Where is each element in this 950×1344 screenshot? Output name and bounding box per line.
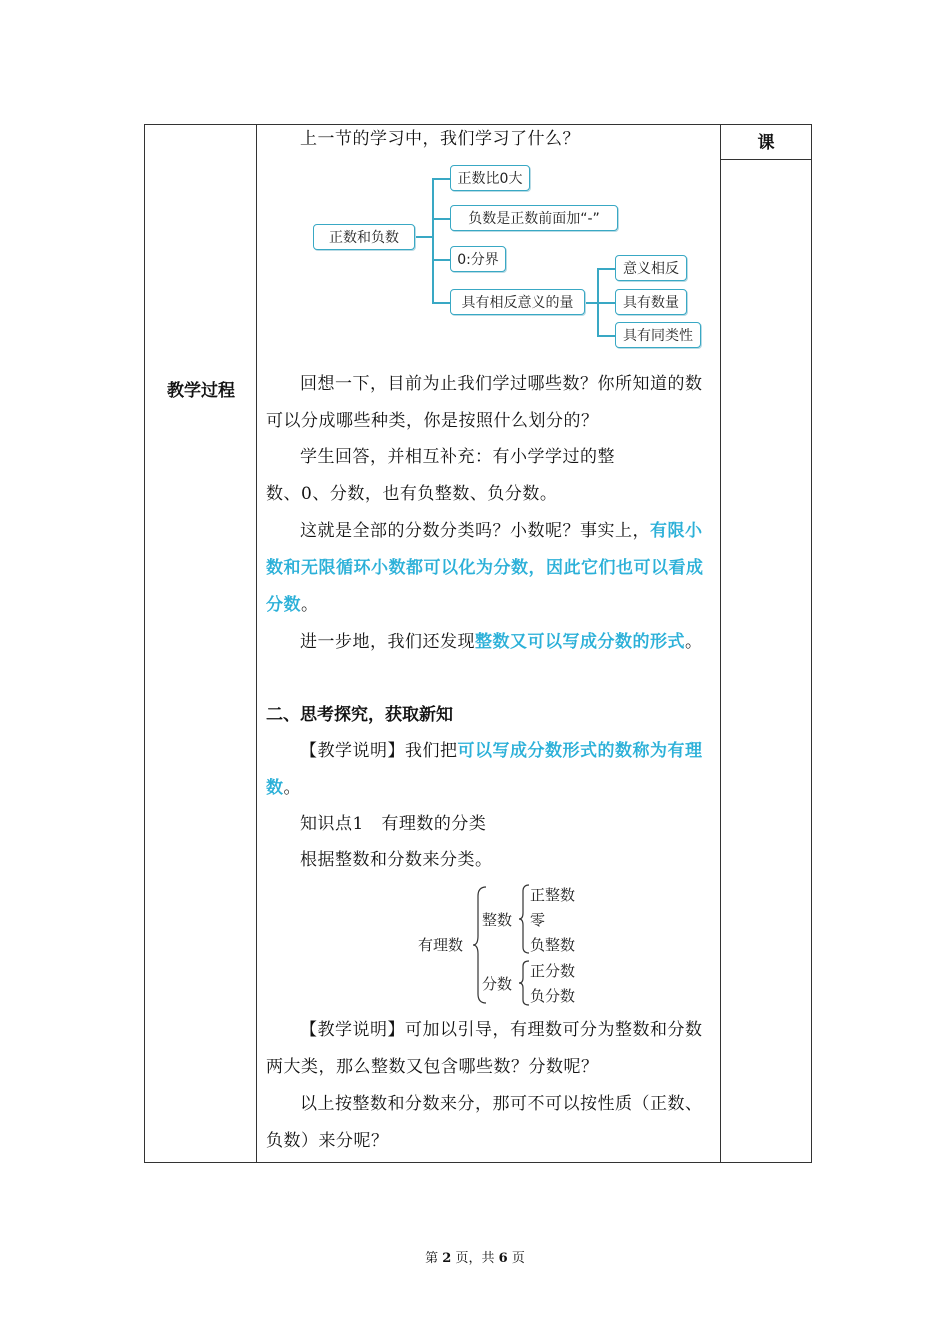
column-header-lesson: 课 — [757, 133, 775, 153]
mindmap-sub-branch: 具有数量 — [615, 289, 687, 315]
mindmap-branch: 0:分界 — [450, 246, 506, 272]
mindmap-connector — [597, 302, 615, 304]
teaching-note-1-text: 【教学说明】我们把 — [300, 741, 458, 761]
paragraph-integers — [266, 624, 708, 661]
paragraph-decimals-end: 。 — [301, 595, 319, 615]
mindmap-connector — [597, 335, 615, 337]
row-label-teaching-process: 教学过程 — [167, 381, 235, 401]
brace-integer — [518, 884, 530, 954]
paragraph-decimals — [266, 513, 708, 624]
paragraph-decimals-text: 这就是全部的分数分类吗？小数呢？事实上， — [300, 521, 650, 541]
mindmap-connector — [432, 302, 450, 304]
paragraph-integers-text: 进一步地，我们还发现 — [300, 632, 475, 652]
page-footer — [0, 1247, 950, 1266]
paragraph-integers-end: 。 — [685, 632, 703, 652]
section-heading: 二、思考探究，获取新知 — [266, 705, 453, 725]
mindmap-connector — [585, 302, 597, 304]
footer-prefix: 第 — [425, 1251, 439, 1266]
paragraph-nature: 以上按整数和分数来分，那可不可以按性质（正数、负数）来分呢？ — [266, 1094, 703, 1151]
table-divider-2 — [720, 124, 721, 1163]
paragraph-recall: 回想一下，目前为止我们学过哪些数？你所知道的数可以分成哪些种类，你是按照什么划分的？ — [266, 374, 703, 431]
knowledge-point: 知识点1 有理数的分类 — [300, 814, 487, 834]
teaching-note-1-end: 。 — [283, 778, 301, 798]
brace-fraction — [518, 960, 530, 1006]
teaching-note-2: 【教学说明】可加以引导，有理数可分为整数和分数两大类，那么整数又包含哪些数？分数呢？ — [266, 1020, 703, 1077]
mindmap-connector — [415, 236, 432, 238]
mindmap-root: 正数和负数 — [313, 224, 415, 250]
mindmap-branch: 具有相反意义的量 — [450, 289, 585, 315]
table-border-left — [144, 124, 145, 1163]
mindmap-connector — [432, 178, 434, 303]
classification-integer-child: 零 — [530, 911, 546, 929]
mindmap-branch: 正数比0大 — [450, 165, 530, 191]
footer-page-number: 2 — [442, 1251, 452, 1266]
table-border-bottom — [144, 1162, 812, 1163]
classification-root: 有理数 — [418, 936, 464, 954]
mindmap-connector — [432, 178, 450, 180]
highlight-integers: 整数又可以写成分数的形式 — [475, 632, 685, 652]
classify-intro: 根据整数和分数来分类。 — [300, 850, 493, 870]
intro-question: 上一节的学习中，我们学习了什么？ — [300, 129, 580, 149]
footer-suffix: 页 — [511, 1251, 525, 1266]
table-header-rule — [720, 159, 812, 160]
classification-fraction: 分数 — [482, 975, 513, 993]
mindmap-connector — [597, 268, 615, 270]
classification-integer-child: 正整数 — [530, 886, 576, 904]
classification-fraction-child: 正分数 — [530, 962, 576, 980]
mindmap-sub-branch: 具有同类性 — [615, 322, 701, 348]
table-border-right — [811, 124, 812, 1163]
classification-integer: 整数 — [482, 911, 513, 929]
highlight-decimals: 有限小数和无限循环小数都可以化为分数，因此它们也可以看成分数 — [266, 521, 704, 615]
classification-integer-child: 负整数 — [530, 936, 576, 954]
highlight-rational-definition: 可以写成分数形式的数称为有理数 — [266, 741, 703, 798]
mindmap-sub-branch: 意义相反 — [615, 255, 687, 281]
footer-middle: 页，共 — [455, 1251, 495, 1266]
teaching-note-1 — [266, 733, 708, 807]
mindmap-connector — [432, 218, 450, 220]
paragraph-answer: 学生回答，并相互补充：有小学学过的整数、0、分数，也有负整数、负分数。 — [266, 447, 615, 504]
mindmap-branch: 负数是正数前面加“-” — [450, 205, 618, 231]
classification-fraction-child: 负分数 — [530, 987, 576, 1005]
table-divider-1 — [256, 124, 257, 1163]
footer-total-pages: 6 — [498, 1251, 508, 1266]
mindmap-connector — [432, 259, 450, 261]
